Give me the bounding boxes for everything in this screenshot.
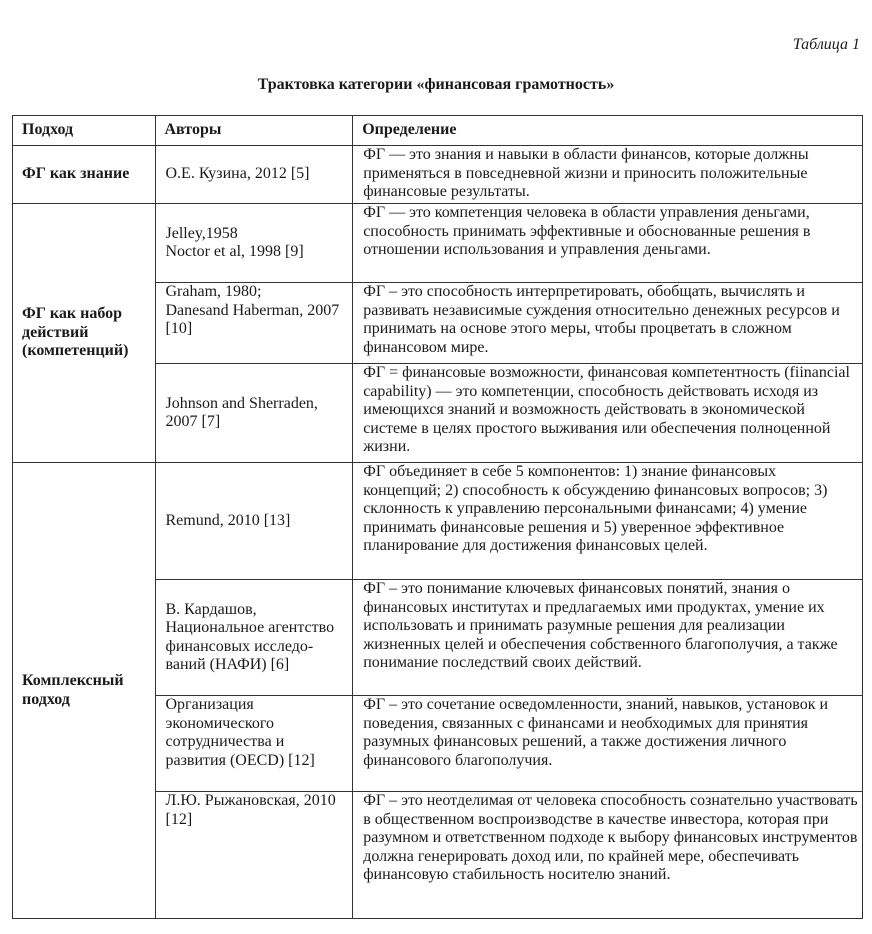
definition-cell: ФГ = финансовые возможности, финансовая компетентность (fiinancial capability) — это компетенции, способность действовать исходя из имеющихся знаний и возможность действовать в экономической системе в целях простого выживания или обеспечения полноценной жизни. [353, 364, 863, 463]
approach-cell: ФГ как набор действий (компетенций) [13, 204, 156, 463]
authors-cell: Организация экономического сотрудничества и развития (OECD) [12] [155, 696, 353, 792]
approach-cell: Комплексный подход [13, 463, 156, 919]
approach-cell: ФГ как знание [13, 146, 156, 204]
definition-cell: ФГ объединяет в себе 5 компонентов: 1) знание финансовых концепций; 2) способность к обсуждению финансовых вопросов; 3) склонность к управлению персональными финансами; 4) умение принимать финансовые решения и 5) уверенное эффективное планирование для достижения финансовых целей. [353, 463, 863, 580]
table-row [13, 463, 863, 580]
table-row [13, 146, 863, 204]
authors-cell: Remund, 2010 [13] [155, 463, 353, 580]
table-row [13, 204, 863, 283]
authors-cell: В. Кардашов, Национальное агентство финансовых исследо-ваний (НАФИ) [6] [155, 580, 353, 696]
authors-cell: Л.Ю. Рыжановская, 2010 [12] [155, 792, 353, 919]
authors-cell: Graham, 1980; Danesand Haberman, 2007 [10] [155, 283, 353, 364]
definitions-table [12, 115, 863, 919]
definition-cell: ФГ — это знания и навыки в области финансов, которые должны применяться в повседневной жизни и приносить положительные финансовые результаты. [353, 146, 863, 204]
authors-cell: Johnson and Sherraden, 2007 [7] [155, 364, 353, 463]
header-approach: Подход [13, 116, 156, 146]
header-definition: Определение [353, 116, 863, 146]
definition-cell: ФГ — это компетенция человека в области управления деньгами, способность принимать эффективные и обоснованные решения в отношении использования и управления деньгами. [353, 204, 863, 283]
definition-cell: ФГ – это неотделимая от человека способность сознательно участвовать в общественном воспроизводстве в качестве инвестора, которая при разумном и ответственном подходе к выбору финансовых инструментов должна генерировать доход или, по крайней мере, обеспечивать финансовую стабильность носителю знаний. [353, 792, 863, 919]
header-row [13, 116, 863, 146]
header-authors: Авторы [155, 116, 353, 146]
definition-cell: ФГ – это способность интерпретировать, обобщать, вычислять и развивать независимые суждения относительно денежных ресурсов и принимать на основе этого меры, чтобы процветать в сложном финансовом мире. [353, 283, 863, 364]
authors-cell: Jelley,1958 Noctor et al, 1998 [9] [155, 204, 353, 283]
table-title: Трактовка категории «финансовая грамотность» [257, 76, 615, 93]
authors-cell: О.Е. Кузина, 2012 [5] [155, 146, 353, 204]
table-number: Таблица 1 [792, 36, 860, 53]
definition-cell: ФГ – это понимание ключевых финансовых понятий, знания о финансовых институтах и предлагаемых ими продуктах, умение их использовать и принимать разумные решения для реализации жизненных целей и обеспечения собственного благополучия, а также понимание последствий своих действий. [353, 580, 863, 696]
definition-cell: ФГ – это сочетание осведомленности, знаний, навыков, установок и поведения, связанных с финансами и необходимых для принятия разумных финансовых решений, а также достижения личного финансового благополучия. [353, 696, 863, 792]
